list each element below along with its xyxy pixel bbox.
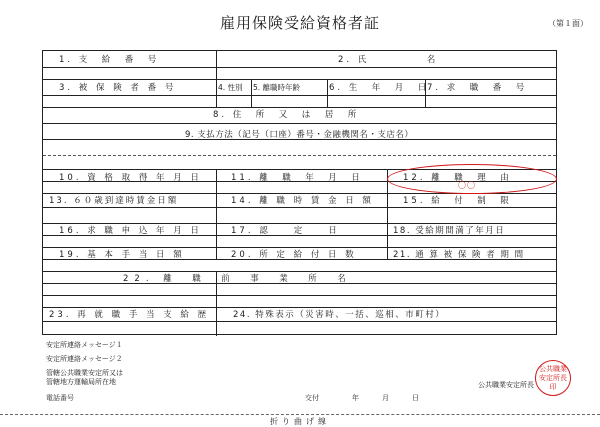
col-line (216, 79, 217, 107)
row-line (43, 295, 556, 296)
field-sex: 4. 性別 (218, 83, 243, 92)
row-line (43, 223, 556, 224)
fold-line (0, 414, 600, 415)
day-label: 日 (412, 394, 419, 402)
field-wage-at-separation: 14. 離 職 時 賃 金 日 額 (231, 196, 374, 206)
office-address-line-2: 管轄地方運輸局所在地 (46, 378, 116, 386)
field-support-number: 1. 支 給 番 号 (59, 55, 160, 65)
field-name: 2. 氏 名 (338, 55, 439, 65)
office-message-1: 安定所連絡メッセージ１ (46, 341, 123, 349)
row-line (43, 67, 556, 68)
row-line (43, 155, 556, 156)
field-period-end-date: 18. 受給期間満了年月日 (393, 226, 506, 236)
office-address-line-1: 管轄公共職業安定所又は (46, 369, 123, 377)
field-certification-date: 17. 認 定 日 (231, 226, 340, 236)
col-line (327, 79, 328, 107)
row-line (43, 95, 556, 96)
year-label: 年 (352, 394, 359, 402)
field-qualification-date: 10. 資 格 取 得 年 月 日 (59, 173, 202, 183)
official-seal: 公共職業安定所長印 (535, 360, 571, 396)
field-insured-number: 3. 被 保 険 者 番 号 (59, 83, 177, 93)
field-prescribed-days: 20. 所 定 給 付 日 数 (231, 250, 357, 260)
field-reemployment-history: 23. 再 就 職 手 当 支 給 歴 (49, 310, 210, 320)
col-line (251, 79, 252, 107)
office-message-2: 安定所連絡メッセージ２ (46, 355, 123, 363)
page-label: （第１面） (548, 19, 588, 28)
col-line (216, 169, 217, 259)
issued-label: 交付 (305, 394, 319, 402)
row-line (43, 247, 556, 248)
row-line (43, 123, 556, 124)
field-separation-date: 11. 離 職 年 月 日 (231, 173, 363, 183)
phone-label: 電話番号 (46, 394, 74, 402)
field-job-seeker-number: 7. 求 職 番 号 (427, 83, 528, 93)
field-separation-reason: 12. 離 職 理 由 (403, 173, 512, 183)
col-line (387, 169, 388, 259)
field-special-indication: 24. 特殊表示（災害時、一括、巡相、市町村） (233, 310, 446, 320)
field-age-at-separation: 5. 離職時年齢 (253, 83, 301, 92)
field-address: 8. 住 所 又 は 居 所 (213, 110, 360, 120)
row-line (43, 79, 556, 80)
field-payment-method: 9. 支払方法（記号（口座）番号・金融機関名・支店名） (185, 130, 414, 140)
field-daily-basic-allowance: 19. 基 本 手 当 日 額 (59, 250, 185, 260)
fold-line-label: 折り曲げ線 (266, 416, 334, 427)
row-line (43, 271, 556, 272)
row-line (43, 207, 556, 208)
row-line (43, 107, 556, 108)
field-previous-employer: 22. 離 職 前 事 業 所 名 (123, 274, 352, 284)
document-title: 雇用保険受給資格者証 (219, 14, 380, 32)
row-line (43, 307, 556, 308)
field-wage-at-60: 13. ６０歳到達時賃金日額 (49, 196, 179, 206)
issuer-label: 公共職業安定所長 (478, 381, 534, 389)
field-application-date: 16. 求 職 申 込 年 月 日 (59, 226, 202, 236)
field-total-insured-period: 21. 通 算 被 保 険 者 期 間 (393, 250, 525, 260)
field-benefit-restriction: 15. 給 付 制 限 (403, 196, 512, 206)
col-line (216, 51, 217, 79)
row-line (43, 321, 556, 322)
month-label: 月 (382, 394, 389, 402)
annotation-mark: 〇〇 (458, 181, 476, 190)
field-birth-date: 6. 生 年 月 日 (329, 83, 430, 93)
